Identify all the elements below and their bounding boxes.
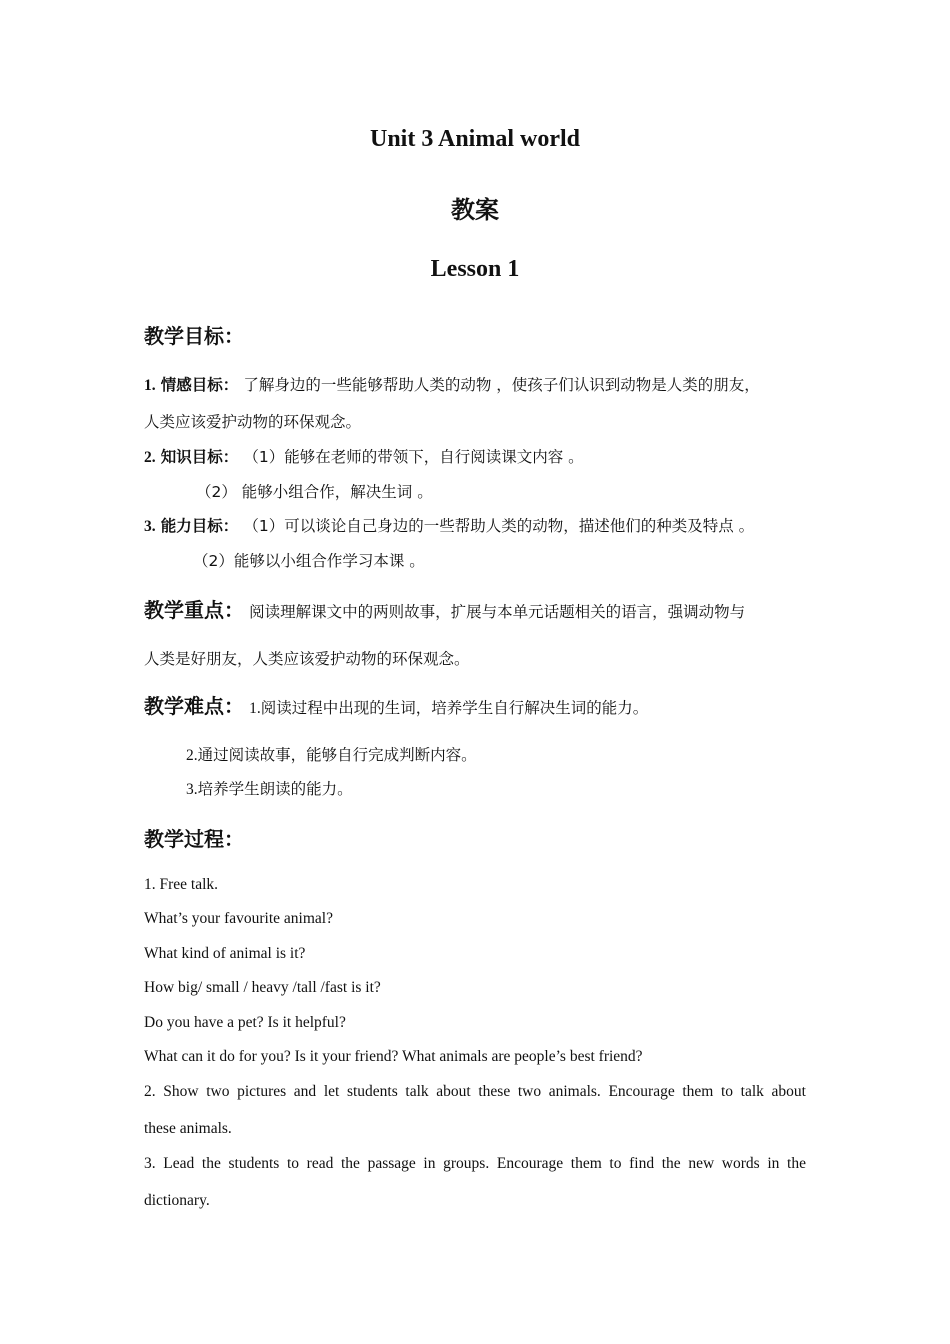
key-points-text-line2: 人类是好朋友，人类应该爱护动物的环保观念。	[144, 650, 470, 668]
ability-num: 3.	[144, 518, 156, 535]
process-step2-line2: these animals.	[144, 1120, 232, 1137]
process-line-1: 1. Free talk.	[144, 876, 219, 893]
process-line-2: What’s your favourite animal?	[144, 910, 333, 927]
emotion-objective	[144, 373, 760, 395]
difficulty-1-num: 1.	[249, 700, 261, 717]
key-points-heading: 教学重点：	[144, 598, 244, 622]
process-step2-line1: 2. Show two pictures and let students talk about these two animals. Encourage them to talk about	[144, 1083, 806, 1100]
process-heading: 教学过程：	[144, 827, 244, 851]
process-line-6: What can it do for you? Is it your friend? What animals are people’s best friend?	[144, 1048, 643, 1065]
ability-label: 能力目标：	[160, 517, 239, 535]
process-step3-line1: 3. Lead the students to read the passage in groups. Encourage them to find the new words in the	[144, 1155, 806, 1172]
knowledge-num: 2.	[144, 449, 156, 466]
key-points-text-line1: 阅读理解课文中的两则故事，扩展与本单元话题相关的语言，强调动物与	[249, 603, 746, 621]
process-line-3: What kind of animal is it?	[144, 945, 306, 962]
doc-type-title: 教案	[451, 196, 499, 224]
ability-item1: （1）可以谈论自己身边的一些帮助人类的动物，描述他们的种类及特点 。	[243, 517, 755, 535]
difficulty-1-text: 阅读过程中出现的生词，培养学生自行解决生词的能力。	[260, 699, 649, 717]
knowledge-objective	[144, 445, 584, 467]
key-points	[144, 594, 745, 623]
difficulty-2-num: 2.	[186, 747, 198, 764]
difficulty-3	[186, 777, 353, 799]
knowledge-item2: （2） 能够小组合作，解决生词 。	[196, 483, 433, 501]
difficulty-3-text: 培养学生朗读的能力。	[197, 780, 353, 798]
difficulty-2-text: 通过阅读故事，能够自行完成判断内容。	[197, 746, 477, 764]
emotion-num: 1.	[144, 377, 156, 394]
unit-title: Unit 3 Animal world	[369, 126, 581, 152]
difficulty-2	[186, 743, 477, 765]
emotion-text-line2: 人类应该爱护动物的环保观念。	[144, 413, 362, 431]
emotion-label: 情感目标：	[160, 376, 239, 394]
process-line-5: Do you have a pet? Is it helpful?	[144, 1014, 346, 1031]
process-line-4: How big/ small / heavy /tall /fast is it?	[144, 979, 381, 996]
lesson-title: Lesson 1	[430, 256, 520, 282]
difficulty-3-num: 3.	[186, 781, 198, 798]
difficulties-heading: 教学难点：	[144, 694, 244, 718]
emotion-text-line1: 了解身边的一些能够帮助人类的动物 ，使孩子们认识到动物是人类的朋友，	[243, 376, 760, 394]
knowledge-label: 知识目标：	[160, 448, 239, 466]
knowledge-item1: （1）能够在老师的带领下，自行阅读课文内容 。	[243, 448, 584, 466]
ability-objective	[144, 514, 754, 536]
objectives-heading: 教学目标：	[144, 324, 244, 348]
process-step3-line2: dictionary.	[144, 1192, 210, 1209]
difficulties	[144, 690, 648, 719]
ability-item2: （2）能够以小组合作学习本课 。	[193, 552, 425, 570]
